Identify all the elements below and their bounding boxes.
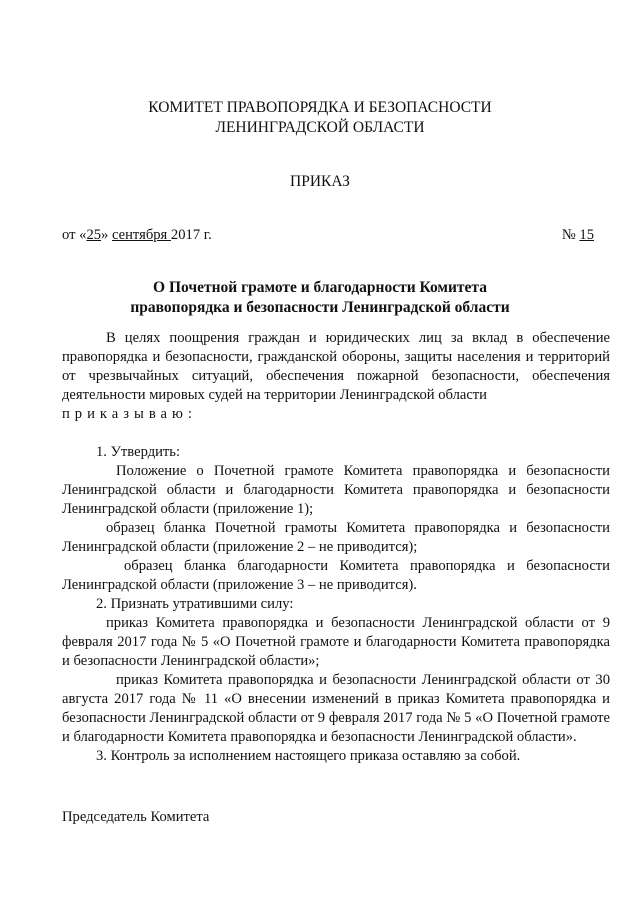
date-mid: » <box>101 227 112 243</box>
date-number-row <box>62 226 594 245</box>
document-body <box>62 329 610 766</box>
item2-b: приказ Комитета правопорядка и безопасности Ленинградской области от 30 августа 2017 года № 11 «О внесении изменений в приказ Комитета правопорядка и безопасности Ленинградской области от 9 февраля 2017 года № 5 «О Почетной грамоте и благодарности Комитета правопорядка и безопасности Ленинградской области». <box>62 672 610 745</box>
item1-c: образец бланка благодарности Комитета правопорядка и безопасности Ленинградской области (приложение 3 – не приводится). <box>62 558 610 593</box>
order-number <box>562 226 594 245</box>
org-name-line1: КОМИТЕТ ПРАВОПОРЯДКА И БЕЗОПАСНОСТИ <box>148 99 492 116</box>
order-word: приказываю: <box>62 406 197 422</box>
date-month: сентября <box>111 227 171 243</box>
org-name <box>0 98 640 138</box>
number-prefix: № <box>561 227 580 243</box>
date-year: 2017 г. <box>170 227 212 243</box>
item1-a: Положение о Почетной грамоте Комитета правопорядка и безопасности Ленинградской области и благодарности Комитета правопорядка и безопасности Ленинградской области (приложение 1); <box>62 463 610 517</box>
date-prefix: от « <box>62 227 87 243</box>
date-day: 25 <box>86 227 102 243</box>
item1-heading: 1. Утвердить: <box>96 444 181 460</box>
item3: 3. Контроль за исполнением настоящего приказа оставляю за собой. <box>96 748 521 764</box>
org-name-line2: ЛЕНИНГРАДСКОЙ ОБЛАСТИ <box>215 119 425 136</box>
preamble: В целях поощрения граждан и юридических лиц за вклад в обеспечение правопорядка и безопасности, гражданской обороны, защиты населения и территорий от чрезвычайных ситуаций, обеспечения пожарной безопасности, обеспечения деятельности мировых судей на территории Ленинградской области <box>62 330 610 403</box>
signature-title: Председатель Комитета <box>62 809 210 825</box>
item2-a: приказ Комитета правопорядка и безопасности Ленинградской области от 9 февраля 2017 года № 5 «О Почетной грамоте и благодарности Комитета правопорядка и безопасности Ленинградской области»; <box>62 615 610 669</box>
order-date <box>62 227 212 243</box>
doc-type: ПРИКАЗ <box>290 173 350 190</box>
title-line2: правопорядка и безопасности Ленинградской области <box>130 299 510 316</box>
number-value: 15 <box>579 227 594 243</box>
document-title <box>0 278 640 318</box>
item2-heading: 2. Признать утратившими силу: <box>96 596 294 612</box>
item1-b: образец бланка Почетной грамоты Комитета правопорядка и безопасности Ленинградской области (приложение 2 – не приводится); <box>62 520 610 555</box>
title-line1: О Почетной грамоте и благодарности Комитета <box>153 279 487 296</box>
